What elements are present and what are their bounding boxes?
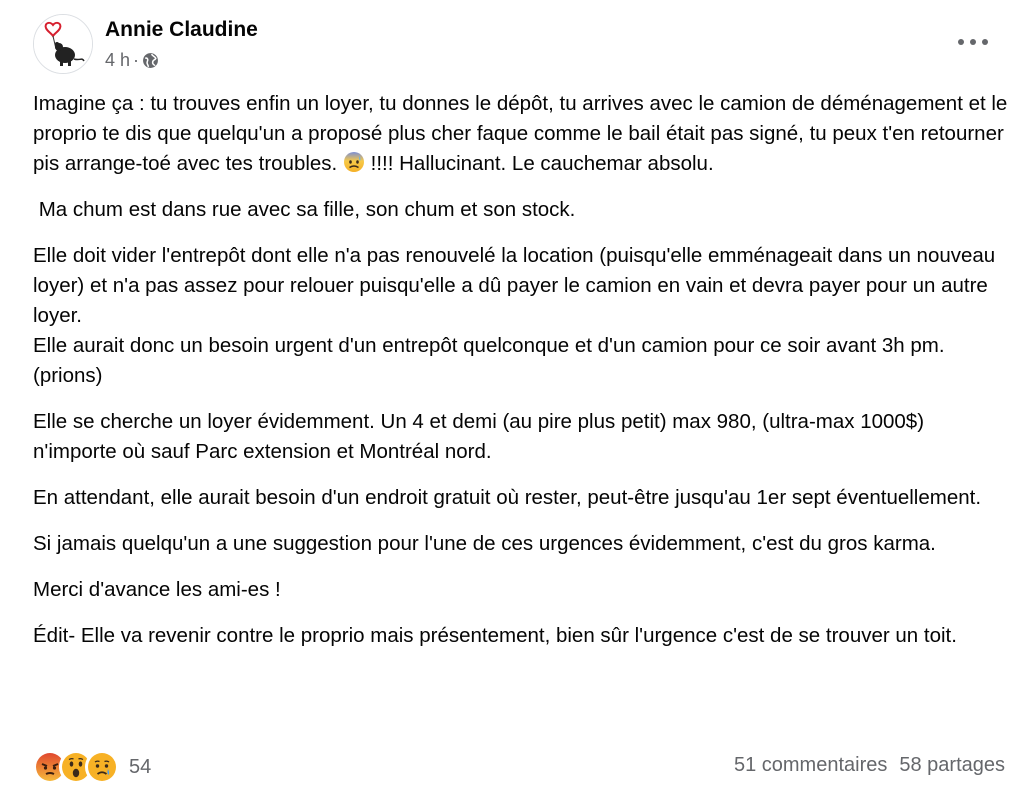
post-paragraph: Elle doit vider l'entrepôt dont elle n'a pas renouvelé la location (puisqu'elle emménageait dans un nouveau loyer) et n'a pas assez pour relouer puisqu'elle a dû payer le camion en vain et devra payer pour un autre loyer. Elle aurait donc un besoin urgent d'un entrepôt quelconque et d'un camion pour ce soir avant 3h pm. (prions)	[33, 244, 996, 387]
post-paragraph: Ma chum est dans rue avec sa fille, son chum et son stock.	[33, 198, 576, 221]
post-paragraph: Édit- Elle va revenir contre le proprio mais présentement, bien sûr l'urgence c'est de se trouver un toit.	[33, 624, 957, 647]
more-options-button[interactable]	[958, 34, 988, 50]
reaction-count[interactable]: 54	[129, 755, 152, 778]
post-paragraph: Merci d'avance les ami-es !	[33, 578, 281, 601]
sad-icon	[85, 750, 119, 784]
more-horizontal-icon	[958, 39, 964, 45]
post-paragraph: Si jamais quelqu'un a une suggestion pour l'une de ces urgences évidemment, c'est du gros karma.	[33, 532, 936, 555]
post-paragraph: Elle se cherche un loyer évidemment. Un 4 et demi (au pire plus petit) max 980, (ultra-max 1000$) n'importe où sauf Parc extension et Montréal nord.	[33, 410, 930, 463]
shares-count-link[interactable]: 58 partages	[899, 754, 1005, 776]
post-meta	[105, 50, 159, 71]
post-paragraph: Imagine ça : tu trouves enfin un loyer, tu donnes le dépôt, tu arrives avec le camion de déménagement et le proprio te dis que quelqu'un a proposé plus cher faque comme le bail était pas signé, tu peux t'en retourner pis arrange-toé avec tes troubles. !!!! Hallucinant. Le cauchemar absolu.	[33, 92, 1014, 175]
anxious-face-icon	[343, 151, 365, 173]
post-footer	[33, 750, 1005, 784]
post-time[interactable]: 4 h	[105, 50, 131, 70]
post-paragraph: En attendant, elle aurait besoin d'un endroit gratuit où rester, peut-être jusqu'au 1er sept éventuellement.	[33, 486, 982, 509]
post-header	[33, 14, 1028, 76]
globe-icon[interactable]	[142, 52, 159, 69]
post-stats	[734, 754, 1005, 777]
meta-separator: ·	[133, 50, 140, 70]
comments-count-link[interactable]: 51 commentaires	[733, 754, 888, 776]
author-name[interactable]: Annie Claudine	[105, 18, 258, 41]
avatar[interactable]	[33, 14, 93, 74]
post-body	[33, 89, 1013, 667]
reactions-summary[interactable]	[33, 750, 151, 784]
rat-balloon-icon	[34, 15, 92, 73]
